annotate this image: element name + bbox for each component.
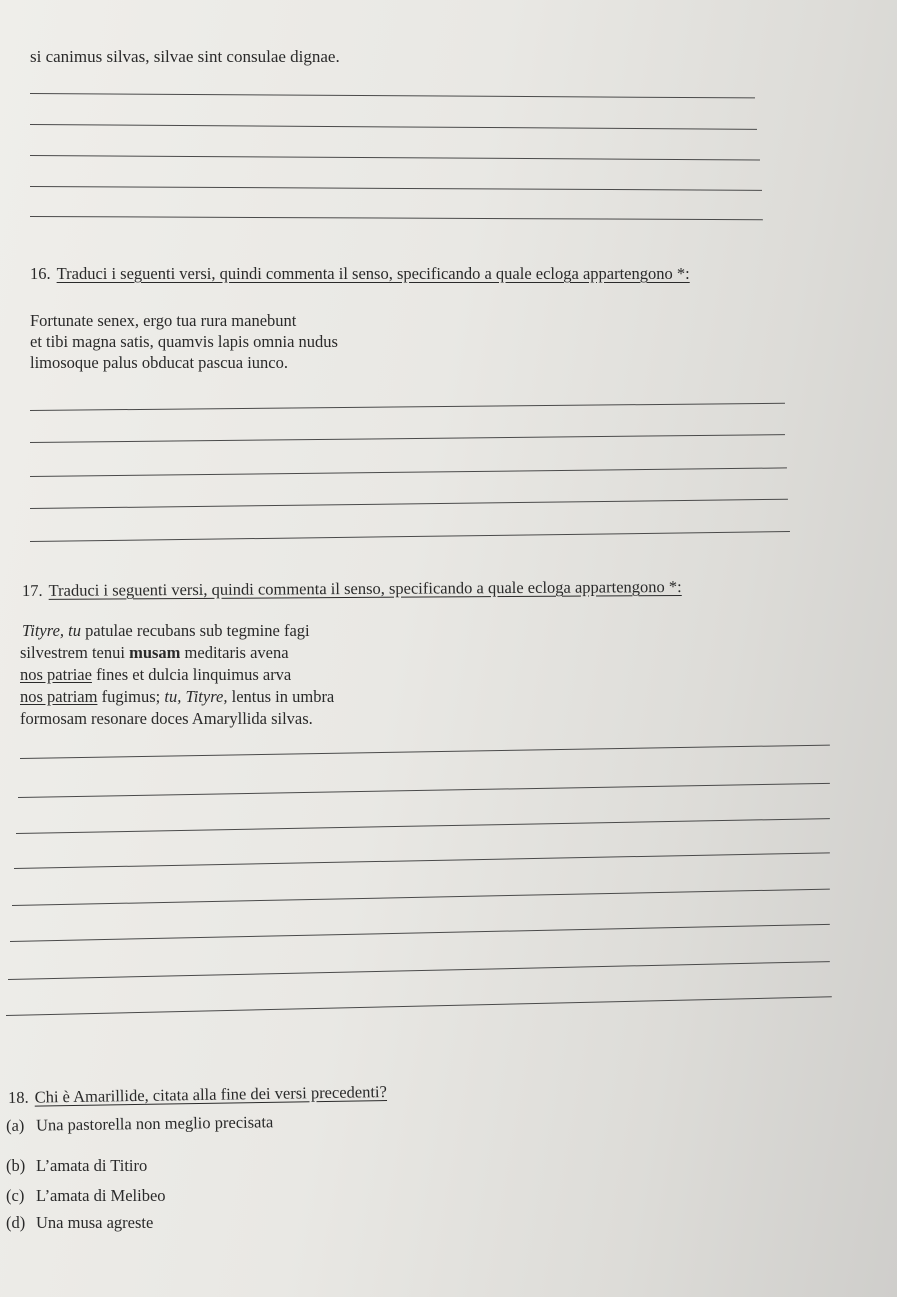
answer-line[interactable] [30, 93, 755, 98]
verse-text: meditaris avena [180, 643, 289, 662]
answer-line[interactable] [8, 961, 830, 980]
answer-line[interactable] [30, 155, 760, 160]
question-text: Traduci i seguenti versi, quindi commenta il senso, specificando a quale ecloga appartengono *: [56, 264, 690, 283]
verse-text: fines et dulcia linquimus arva [91, 665, 292, 684]
question-number: 18. [7, 1087, 29, 1107]
answer-line[interactable] [10, 924, 830, 942]
answer-line[interactable] [20, 745, 830, 759]
verse-line: Fortunate senex, ergo tua rura manebunt [30, 311, 297, 330]
verse-text: silvestrem tenui [20, 643, 130, 662]
verse-line [20, 686, 334, 708]
option-letter: (d) [6, 1213, 26, 1232]
answer-line[interactable] [30, 124, 757, 130]
answer-option-b[interactable] [6, 1156, 147, 1176]
verse-line: formosam resonare doces Amaryllida silvas. [20, 709, 313, 728]
option-text: L’amata di Melibeo [36, 1186, 166, 1205]
answer-option-c[interactable] [6, 1186, 166, 1206]
verse-text: lentus in umbra [227, 687, 335, 706]
verse-text: fugimus; [97, 687, 165, 706]
option-text: L’amata di Titiro [36, 1156, 148, 1175]
verse-underlined: nos patriam [20, 687, 98, 706]
question-text: Traduci i seguenti versi, quindi commenta il senso, specificando a quale ecloga appartengono *: [48, 576, 682, 600]
answer-line[interactable] [30, 403, 785, 411]
answer-line[interactable] [30, 216, 763, 220]
option-text: Una musa agreste [36, 1213, 154, 1232]
answer-line[interactable] [16, 818, 830, 834]
verse-underlined: nos patriae [20, 665, 92, 684]
verse-bold: musam [129, 643, 181, 662]
option-letter: (b) [6, 1156, 26, 1175]
question-number: 16. [30, 264, 51, 283]
question-text: Chi è Amarillide, citata alla fine dei versi precedenti? [34, 1082, 388, 1107]
answer-line[interactable] [18, 783, 830, 798]
verse-text: patulae recubans sub tegmine fagi [80, 621, 310, 640]
answer-option-a[interactable] [6, 1112, 274, 1136]
verse-line: et tibi magna satis, quamvis lapis omnia nudus [30, 332, 338, 351]
answer-line[interactable] [12, 889, 830, 906]
question-number: 17. [21, 580, 43, 600]
question-18 [8, 1082, 387, 1108]
question-17 [22, 577, 682, 601]
verse-italic: Tityre, tu [22, 621, 81, 640]
verse-line: limosoque palus obducat pascua iunco. [30, 353, 288, 372]
answer-line[interactable] [14, 852, 830, 869]
verse-line [22, 620, 310, 642]
option-letter: (a) [5, 1115, 25, 1135]
option-text: Una pastorella non meglio precisata [35, 1112, 274, 1135]
top-verse: si canimus silvas, silvae sint consulae dignae. [30, 47, 340, 66]
answer-line[interactable] [30, 467, 787, 477]
verse-line [20, 664, 291, 686]
option-letter: (c) [6, 1186, 25, 1205]
verse-line [20, 642, 289, 664]
answer-option-d[interactable] [6, 1213, 153, 1233]
question-16 [30, 264, 690, 284]
answer-line[interactable] [6, 996, 832, 1016]
answer-line[interactable] [30, 434, 785, 443]
answer-line[interactable] [30, 186, 762, 191]
answer-line[interactable] [30, 499, 788, 509]
answer-line[interactable] [30, 531, 790, 542]
verse-italic: tu, Tityre, [164, 687, 228, 706]
